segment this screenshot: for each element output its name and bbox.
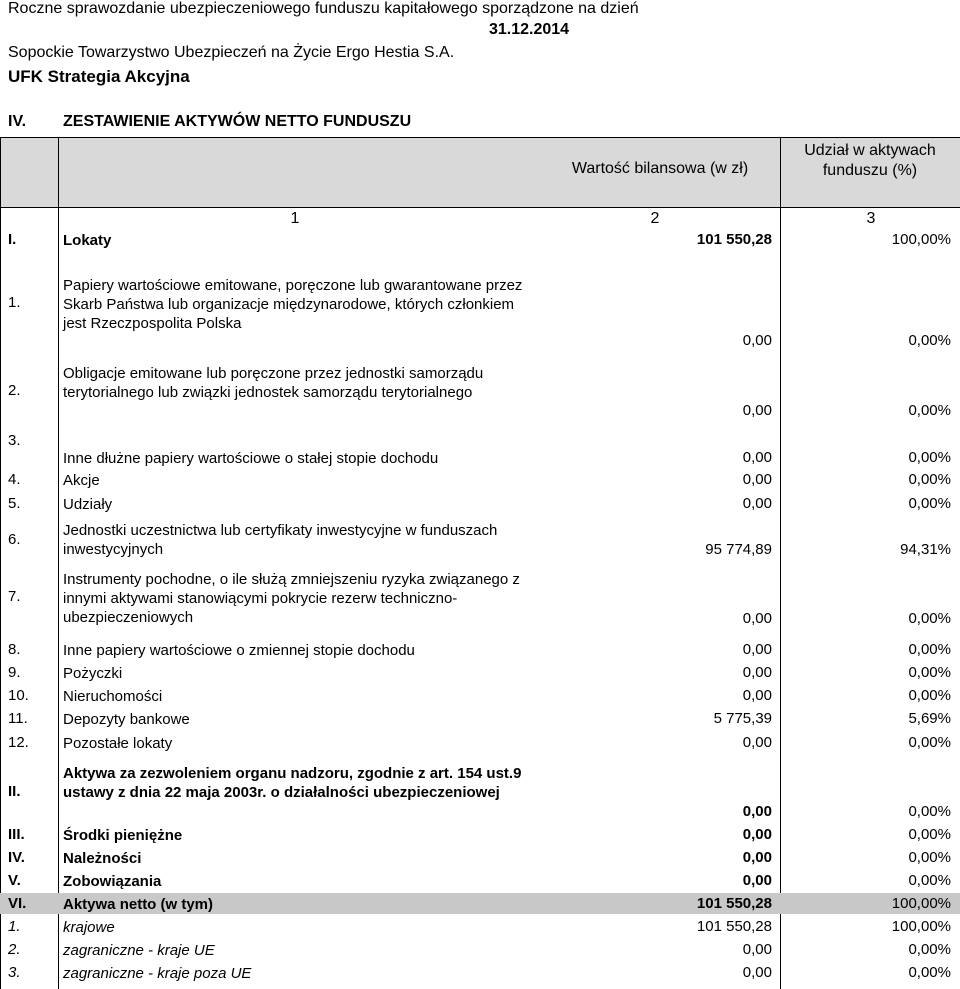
- row-label: zagraniczne - kraje poza UE: [63, 965, 252, 982]
- row-value: 0,00: [742, 872, 772, 889]
- report-title: Roczne sprawozdanie ubezpieczeniowego funduszu kapitałowego sporządzone na dzień: [8, 0, 639, 17]
- row-share: 94,31%: [900, 541, 951, 558]
- row-value: 0,00: [742, 826, 772, 843]
- row-share: 0,00%: [908, 332, 951, 349]
- column-header-share-line1: Udział w aktywach: [804, 142, 936, 159]
- row-value: 101 550,28: [696, 895, 772, 912]
- row-value: 0,00: [742, 332, 772, 349]
- row-share: 0,00%: [908, 687, 951, 704]
- row-number: 2.: [8, 382, 21, 399]
- row-number: 12.: [8, 734, 29, 751]
- column-number-3: 3: [866, 210, 876, 227]
- grid-line-2: [58, 137, 59, 989]
- row-value: 0,00: [742, 402, 772, 419]
- row-share: 0,00%: [908, 449, 951, 466]
- header-divider: [0, 207, 960, 208]
- row-share: 100,00%: [891, 918, 951, 935]
- row-value: 5 775,39: [713, 710, 772, 727]
- row-share: 0,00%: [908, 872, 951, 889]
- row-label: Zobowiązania: [63, 873, 162, 890]
- row-label: Depozyty bankowe: [63, 711, 190, 728]
- row-label: Akcje: [63, 472, 100, 489]
- row-value: 101 550,28: [696, 231, 772, 248]
- row-number: 1.: [8, 918, 21, 935]
- row-number: 8.: [8, 641, 21, 658]
- row-value: 0,00: [742, 803, 772, 820]
- column-header-share-line2: funduszu (%): [822, 162, 918, 179]
- row-share: 0,00%: [908, 826, 951, 843]
- row-share: 0,00%: [908, 641, 951, 658]
- row-number: 2.: [8, 941, 21, 958]
- row-label: Lokaty: [63, 232, 112, 249]
- row-number: VI.: [8, 895, 27, 912]
- row-number: 1.: [8, 294, 21, 311]
- row-number: 11.: [8, 710, 28, 727]
- table-top-border: [0, 137, 960, 138]
- row-share: 0,00%: [908, 849, 951, 866]
- grid-line-3: [780, 137, 781, 989]
- row-number: II.: [8, 783, 21, 800]
- row-number: 3.: [8, 432, 21, 449]
- row-label: krajowe: [63, 919, 115, 936]
- row-share: 0,00%: [908, 610, 951, 627]
- row-share: 0,00%: [908, 402, 951, 419]
- row-number: 10.: [8, 687, 29, 704]
- row-share: 100,00%: [891, 895, 951, 912]
- row-value: 0,00: [742, 941, 772, 958]
- row-share: 0,00%: [908, 495, 951, 512]
- row-number: 9.: [8, 664, 21, 681]
- row-value: 0,00: [742, 641, 772, 658]
- row-share: 0,00%: [908, 964, 951, 981]
- row-number: III.: [8, 826, 25, 843]
- column-number-2: 2: [650, 210, 660, 227]
- row-label: Obligacje emitowane lub poręczone przez jednostki samorządu terytorialnego lub związki jednostek samorządu terytorialnego: [63, 365, 484, 401]
- row-value: 0,00: [742, 664, 772, 681]
- row-value: 95 774,89: [705, 541, 772, 558]
- fund-name: UFK Strategia Akcyjna: [8, 67, 190, 86]
- row-value: 0,00: [742, 734, 772, 751]
- row-label: Inne papiery wartościowe o zmiennej stopie dochodu: [63, 642, 415, 659]
- row-number: IV.: [8, 849, 25, 866]
- report-date: 31.12.2014: [488, 21, 570, 38]
- column-header-value: Wartość bilansowa (w zł): [571, 160, 749, 177]
- row-number: I.: [8, 231, 17, 248]
- row-share: 0,00%: [908, 803, 951, 820]
- row-label: Udziały: [63, 496, 113, 513]
- row-number: 7.: [8, 588, 21, 605]
- row-label: Pożyczki: [63, 665, 123, 682]
- row-label: Papiery wartościowe emitowane, poręczone lub gwarantowane przez Skarb Państwa lub organizacje międzynarodowe, których członkiem jest Rzeczpospolita Polska: [63, 277, 523, 332]
- section-title: ZESTAWIENIE AKTYWÓW NETTO FUNDUSZU: [63, 113, 412, 130]
- grid-line-1: [0, 137, 1, 989]
- column-number-1: 1: [290, 210, 300, 227]
- row-label: Środki pieniężne: [63, 827, 183, 844]
- row-share: 100,00%: [891, 231, 951, 248]
- row-share: 0,00%: [908, 471, 951, 488]
- row-share: 0,00%: [908, 664, 951, 681]
- row-number: V.: [8, 872, 21, 889]
- row-number: 5.: [8, 495, 21, 512]
- row-label: Jednostki uczestnictwa lub certyfikaty inwestycyjne w funduszach inwestycyjnych: [63, 522, 498, 558]
- row-label: Aktywa za zezwoleniem organu nadzoru, zgodnie z art. 154 ust.9 ustawy z dnia 22 maja 2003r. o działalności ubezpieczeniowej: [63, 765, 522, 801]
- row-label: Nieruchomości: [63, 688, 163, 705]
- row-label: Pozostałe lokaty: [63, 735, 173, 752]
- row-value: 0,00: [742, 449, 772, 466]
- row-share: 0,00%: [908, 941, 951, 958]
- row-label: zagraniczne - kraje UE: [63, 942, 215, 959]
- row-value: 101 550,28: [696, 918, 772, 935]
- section-number: IV.: [8, 113, 27, 130]
- company-name: Sopockie Towarzystwo Ubezpieczeń na Życie Ergo Hestia S.A.: [8, 44, 455, 61]
- row-value: 0,00: [742, 495, 772, 512]
- row-share: 0,00%: [908, 734, 951, 751]
- row-label: Należności: [63, 850, 142, 867]
- row-value: 0,00: [742, 687, 772, 704]
- row-number: 3.: [8, 964, 21, 981]
- row-label: Instrumenty pochodne, o ile służą zmniejszeniu ryzyka związanego z innymi aktywami stanowiącymi pokrycie rezerw techniczno-ubezpieczeniowych: [63, 571, 520, 626]
- row-label: Aktywa netto (w tym): [63, 896, 214, 913]
- row-number: 4.: [8, 471, 21, 488]
- row-label: Inne dłużne papiery wartościowe o stałej stopie dochodu: [63, 450, 439, 467]
- row-value: 0,00: [742, 964, 772, 981]
- row-value: 0,00: [742, 849, 772, 866]
- row-number: 6.: [8, 531, 21, 548]
- row-value: 0,00: [742, 610, 772, 627]
- row-share: 5,69%: [908, 710, 951, 727]
- row-value: 0,00: [742, 471, 772, 488]
